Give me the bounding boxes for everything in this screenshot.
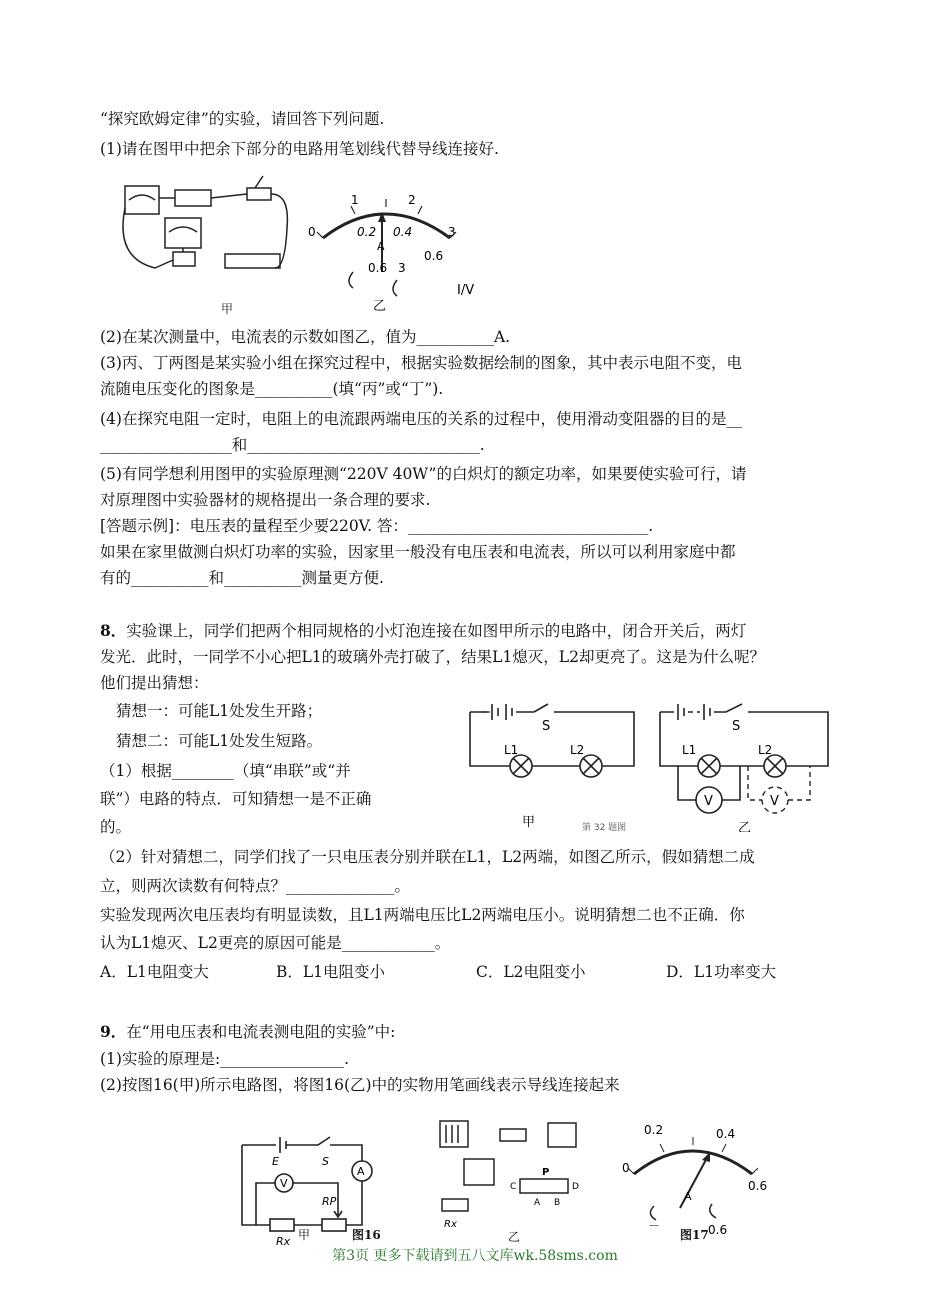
q7-part5b: 对原理图中实验器材的规格提出一条合理的要求. — [100, 491, 431, 509]
switch16 — [500, 1129, 526, 1141]
figure-jia-apparatus — [115, 168, 305, 318]
q9-number: 9． — [100, 1022, 127, 1041]
voltmeter-2-label: V — [770, 794, 779, 809]
terminal17-minus: － — [648, 1219, 661, 1233]
voltmeter-1-label: V — [704, 794, 713, 809]
option-a: A．L1电阻变大 — [100, 963, 209, 981]
tick17-0.2: 0.2 — [644, 1123, 664, 1137]
q9-title-text: 在“用电压表和电流表测电阻的实验”中: — [126, 1023, 396, 1041]
label-rp: RP — [322, 1195, 337, 1208]
figure16-yi-apparatus — [430, 1115, 590, 1235]
page-footer: 第3页 更多下载请到五八文库wk.58sms.com — [332, 1248, 618, 1264]
voltmeter16 — [464, 1159, 494, 1185]
option-b: B．L1电阻变小 — [276, 963, 386, 981]
q7-part4a: (4)在探究电阻一定时，电阻上的电流跟两端电压的关系的过程中，使用滑动变阻器的目的是__ — [100, 410, 742, 428]
q8-sub2a: （2）针对猜想二，同学们找了一只电压表分别并联在L1，L2两端，如图乙所示，假如猜想二成 — [100, 848, 755, 866]
label-s: S — [542, 719, 551, 734]
q9-part1: (1)实验的原理是:________________. — [100, 1050, 350, 1068]
tick-0: 0 — [308, 225, 316, 239]
label-rx: Rx — [276, 1235, 291, 1247]
caption-fig32: 第 32 题图 — [582, 823, 627, 832]
q8-number: 8． — [100, 621, 127, 640]
q8-sub3b: 认为L1熄灭、L2更亮的原因可能是____________。 — [100, 934, 451, 952]
fig17-label: 图17 — [680, 1228, 709, 1242]
rheostat-device — [225, 254, 280, 268]
q8-line3: 他们提出猜想： — [100, 674, 209, 692]
fig16-label: 图16 — [352, 1228, 381, 1242]
scale-0.6: 0.6 — [424, 249, 444, 263]
rheostat16 — [520, 1179, 568, 1193]
q8-guess1: 猜想一：可能L1处发生开路； — [116, 702, 323, 720]
tick17-0.6: 0.6 — [748, 1179, 768, 1193]
fig-jia-label: 甲 — [221, 302, 234, 316]
q7-intro: “探究欧姆定律”的实验，请回答下列问题. — [100, 110, 385, 128]
label-l1: L1 — [504, 743, 519, 757]
terminal17-0.6: 0.6 — [708, 1223, 728, 1237]
ammeter-symbol: A — [357, 1165, 365, 1178]
option-c: C．L2电阻变小 — [476, 963, 586, 981]
figure-yi-ammeter — [305, 190, 500, 318]
q7-part6b: 有的__________和__________测量更方便. — [100, 569, 384, 587]
rx-resistor — [270, 1219, 294, 1231]
label-l1-yi: L1 — [682, 743, 697, 757]
q8-line1 — [100, 620, 746, 642]
scale-0.2: 0.2 — [357, 225, 377, 239]
q7-part3b: 流随电压变化的图象是__________(填“丙”或“丁”). — [100, 380, 444, 398]
tick-3: 3 — [448, 225, 456, 239]
q7-part3a: (3)丙、丁两图是某实验小组在探究过程中，根据实验数据绘制的图象，其中表示电阻不变，电 — [100, 354, 742, 372]
q8-sub1a: （1）根据________（填“串联”或“并 — [100, 762, 351, 780]
tick-1: 1 — [351, 193, 359, 207]
label-jia: 甲 — [522, 815, 536, 830]
label-b: B — [554, 1198, 561, 1208]
label-p: P — [542, 1167, 550, 1178]
q8-guess2: 猜想二：可能L1处发生短路。 — [116, 732, 323, 750]
q8-line1-text: 实验课上，同学们把两个相同规格的小灯泡连接在如图甲所示的电路中，闭合开关后，两灯 — [126, 622, 747, 640]
rx-apparatus-label: Rx — [444, 1219, 457, 1230]
terminal-3: 3 — [398, 261, 406, 275]
label-a-terminal: A — [534, 1198, 541, 1208]
q7-part4b: _________________和______________________________. — [100, 436, 485, 454]
label-c: C — [510, 1182, 517, 1192]
option-d: D．L1功率变大 — [666, 963, 777, 981]
label-d: D — [572, 1182, 579, 1192]
label-l2-yi: L2 — [758, 743, 773, 757]
scale-0.4: 0.4 — [393, 225, 413, 239]
battery-box — [175, 190, 211, 206]
voltmeter-symbol: V — [280, 1177, 288, 1190]
q8-sub2b: 立，则两次读数有何特点？______________。 — [100, 877, 411, 895]
unit17-a: A — [684, 1190, 692, 1203]
terminal-0.6: 0.6 — [368, 261, 388, 275]
q8-sub1c: 的。 — [100, 818, 132, 836]
q9-part2: (2)按图16(甲)所示电路图，将图16(乙)中的实物用笔画线表示导线连接起来 — [100, 1076, 620, 1094]
q7-part6a: 如果在家里做测白炽灯功率的实验，因家里一般没有电压表和电流表，所以可以利用家庭中都 — [100, 543, 736, 561]
figure-q8-circuit-jia — [462, 682, 642, 832]
fig-yi-label: 乙 — [373, 299, 387, 314]
battery-pack — [440, 1121, 468, 1147]
q7-part1: (1)请在图甲中把余下部分的电路用笔划线代替导线连接好. — [100, 140, 499, 158]
label-e: E — [272, 1155, 279, 1168]
q8-sub1b: 联”）电路的特点．可知猜想一是不正确 — [100, 790, 372, 808]
tick17-0: 0 — [622, 1161, 630, 1175]
label-l2: L2 — [570, 743, 585, 757]
q8-line2: 发光．此时，一同学不小心把L1的玻璃外壳打破了，结果L1熄灭，L2却更亮了。这是为什么呢？ — [100, 648, 765, 666]
rp-rheostat — [322, 1219, 346, 1231]
fig16-yi-label: 乙 — [508, 1230, 521, 1244]
label-yi: 乙 — [738, 821, 752, 832]
q7-part2: (2)在某次测量中，电流表的示数如图乙，值为__________A. — [100, 328, 511, 346]
axis-unit: I/V — [457, 283, 475, 298]
switch-device — [247, 188, 271, 200]
voltmeter-device — [165, 218, 201, 248]
ammeter16 — [548, 1123, 576, 1147]
resistor-device — [173, 252, 195, 266]
tick17-0.4: 0.4 — [716, 1127, 736, 1141]
fig16-jia-label: 甲 — [298, 1228, 311, 1242]
q7-example: [答题示例]：电压表的量程至少要220V. 答：_______________________________. — [100, 517, 654, 535]
figure-q8-circuit-yi — [652, 682, 837, 832]
label-s-yi: S — [732, 719, 741, 734]
q9-title — [100, 1021, 395, 1043]
q8-sub3a: 实验发现两次电压表均有明显读数，且L1两端电压比L2两端电压小。说明猜想二也不正确．你 — [100, 906, 745, 924]
q7-part5a: (5)有同学想利用图甲的实验原理测“220V 40W”的白炽灯的额定功率，如果要使实验可行，请 — [100, 465, 747, 483]
label-s16: S — [322, 1155, 329, 1168]
unit-a: A — [377, 240, 385, 253]
tick-2: 2 — [408, 193, 416, 207]
rx16 — [442, 1199, 468, 1211]
